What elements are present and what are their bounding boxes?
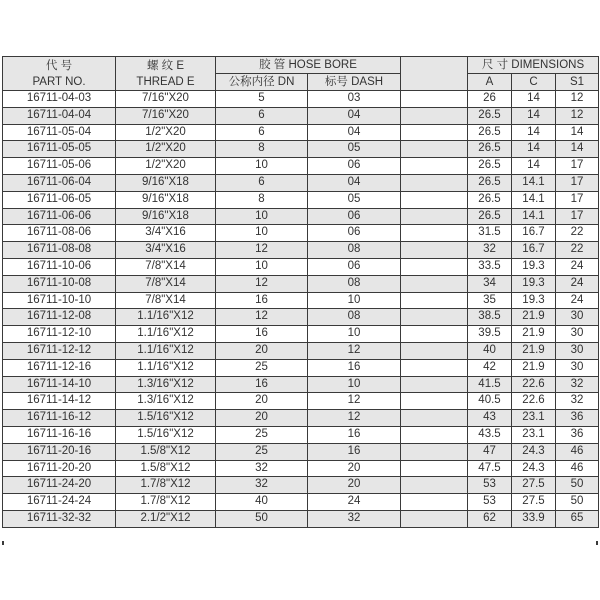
cell-blank bbox=[401, 477, 468, 494]
table-row bbox=[3, 242, 599, 259]
table-row bbox=[3, 393, 599, 410]
table-row bbox=[3, 275, 599, 292]
cell-thread: 1.5/16"X12 bbox=[116, 410, 216, 427]
cell-dash: 16 bbox=[308, 443, 401, 460]
table-body bbox=[3, 91, 599, 528]
cell-a: 41.5 bbox=[468, 376, 512, 393]
table-row bbox=[3, 225, 599, 242]
cell-a: 26.5 bbox=[468, 191, 512, 208]
cell-dn: 12 bbox=[216, 275, 308, 292]
table-row bbox=[3, 494, 599, 511]
cell-part: 16711-08-08 bbox=[3, 242, 116, 259]
cell-c: 14 bbox=[512, 141, 556, 158]
cell-c: 16.7 bbox=[512, 242, 556, 259]
cell-thread: 1.5/8"X12 bbox=[116, 460, 216, 477]
header-thread bbox=[116, 57, 216, 91]
cell-s1: 30 bbox=[556, 309, 599, 326]
cell-s1: 17 bbox=[556, 158, 599, 175]
cell-s1: 22 bbox=[556, 242, 599, 259]
cell-a: 53 bbox=[468, 477, 512, 494]
table-row bbox=[3, 191, 599, 208]
cell-c: 23.1 bbox=[512, 426, 556, 443]
cell-a: 47.5 bbox=[468, 460, 512, 477]
cell-dn: 8 bbox=[216, 141, 308, 158]
cell-c: 27.5 bbox=[512, 494, 556, 511]
cell-blank bbox=[401, 410, 468, 427]
cell-dn: 20 bbox=[216, 393, 308, 410]
cell-thread: 1/2"X20 bbox=[116, 141, 216, 158]
cell-c: 27.5 bbox=[512, 477, 556, 494]
cell-s1: 24 bbox=[556, 275, 599, 292]
cell-blank bbox=[401, 426, 468, 443]
table-row bbox=[3, 443, 599, 460]
cell-c: 19.3 bbox=[512, 292, 556, 309]
cell-blank bbox=[401, 258, 468, 275]
cell-thread: 1.1/16"X12 bbox=[116, 342, 216, 359]
cell-a: 26.5 bbox=[468, 107, 512, 124]
cell-thread: 7/8"X14 bbox=[116, 292, 216, 309]
table-row bbox=[3, 124, 599, 141]
cell-c: 19.3 bbox=[512, 275, 556, 292]
cell-s1: 12 bbox=[556, 91, 599, 108]
cell-s1: 22 bbox=[556, 225, 599, 242]
cell-s1: 36 bbox=[556, 426, 599, 443]
cell-part: 16711-10-06 bbox=[3, 258, 116, 275]
cell-a: 35 bbox=[468, 292, 512, 309]
cell-s1: 32 bbox=[556, 393, 599, 410]
cell-thread: 1/2"X20 bbox=[116, 124, 216, 141]
cell-dash: 05 bbox=[308, 191, 401, 208]
cell-dash: 03 bbox=[308, 91, 401, 108]
cell-a: 40.5 bbox=[468, 393, 512, 410]
cell-blank bbox=[401, 158, 468, 175]
cell-dn: 25 bbox=[216, 426, 308, 443]
cell-dn: 5 bbox=[216, 91, 308, 108]
cell-dn: 10 bbox=[216, 225, 308, 242]
cell-s1: 46 bbox=[556, 443, 599, 460]
cell-dn: 10 bbox=[216, 258, 308, 275]
cell-thread: 7/8"X14 bbox=[116, 275, 216, 292]
cell-thread: 7/16"X20 bbox=[116, 91, 216, 108]
header-dimensions: 尺 寸 DIMENSIONS bbox=[468, 57, 599, 74]
cell-dash: 08 bbox=[308, 309, 401, 326]
cell-part: 16711-06-06 bbox=[3, 208, 116, 225]
cell-s1: 17 bbox=[556, 208, 599, 225]
cell-dash: 08 bbox=[308, 275, 401, 292]
table-row bbox=[3, 258, 599, 275]
cell-dn: 25 bbox=[216, 443, 308, 460]
cell-c: 21.9 bbox=[512, 359, 556, 376]
cell-blank bbox=[401, 208, 468, 225]
cell-blank bbox=[401, 359, 468, 376]
cell-thread: 9/16"X18 bbox=[116, 208, 216, 225]
cell-a: 26.5 bbox=[468, 208, 512, 225]
cell-c: 14 bbox=[512, 91, 556, 108]
table-row bbox=[3, 208, 599, 225]
cell-dn: 10 bbox=[216, 208, 308, 225]
cell-dn: 50 bbox=[216, 510, 308, 527]
cell-a: 38.5 bbox=[468, 309, 512, 326]
cell-a: 53 bbox=[468, 494, 512, 511]
cell-blank bbox=[401, 494, 468, 511]
cell-thread: 9/16"X18 bbox=[116, 191, 216, 208]
cell-thread: 7/8"X14 bbox=[116, 258, 216, 275]
cell-s1: 46 bbox=[556, 460, 599, 477]
cell-a: 34 bbox=[468, 275, 512, 292]
header-part-no-en: PART NO. bbox=[32, 75, 86, 88]
cell-s1: 17 bbox=[556, 174, 599, 191]
cell-part: 16711-06-04 bbox=[3, 174, 116, 191]
header-blank bbox=[401, 57, 468, 91]
cell-part: 16711-24-20 bbox=[3, 477, 116, 494]
cell-s1: 50 bbox=[556, 477, 599, 494]
cell-thread: 1.1/16"X12 bbox=[116, 309, 216, 326]
table-row bbox=[3, 359, 599, 376]
cell-blank bbox=[401, 124, 468, 141]
cell-dash: 04 bbox=[308, 174, 401, 191]
header-dn: 公称内径 DN bbox=[216, 74, 308, 91]
cell-a: 43 bbox=[468, 410, 512, 427]
cell-dash: 05 bbox=[308, 141, 401, 158]
cell-c: 33.9 bbox=[512, 510, 556, 527]
cell-thread: 1.1/16"X12 bbox=[116, 326, 216, 343]
cell-part: 16711-05-05 bbox=[3, 141, 116, 158]
cell-a: 62 bbox=[468, 510, 512, 527]
cell-part: 16711-16-16 bbox=[3, 426, 116, 443]
cell-thread: 1.5/8"X12 bbox=[116, 443, 216, 460]
cell-thread: 3/4"X16 bbox=[116, 225, 216, 242]
cell-dash: 06 bbox=[308, 158, 401, 175]
cell-dn: 20 bbox=[216, 410, 308, 427]
cell-dash: 20 bbox=[308, 460, 401, 477]
cell-blank bbox=[401, 342, 468, 359]
cell-c: 23.1 bbox=[512, 410, 556, 427]
cell-part: 16711-10-10 bbox=[3, 292, 116, 309]
cell-dash: 12 bbox=[308, 393, 401, 410]
cell-part: 16711-20-20 bbox=[3, 460, 116, 477]
header-part-no bbox=[3, 57, 116, 91]
cell-dash: 32 bbox=[308, 510, 401, 527]
cell-s1: 30 bbox=[556, 359, 599, 376]
cell-dash: 16 bbox=[308, 426, 401, 443]
cell-dash: 10 bbox=[308, 326, 401, 343]
table-row bbox=[3, 141, 599, 158]
cell-part: 16711-05-04 bbox=[3, 124, 116, 141]
fitting-spec-table bbox=[2, 56, 599, 528]
cell-dn: 16 bbox=[216, 376, 308, 393]
cell-blank bbox=[401, 174, 468, 191]
cell-part: 16711-10-08 bbox=[3, 275, 116, 292]
cell-s1: 50 bbox=[556, 494, 599, 511]
table-row bbox=[3, 158, 599, 175]
cell-blank bbox=[401, 393, 468, 410]
header-part-no-cn: 代 号 bbox=[45, 59, 73, 72]
cell-c: 16.7 bbox=[512, 225, 556, 242]
cell-blank bbox=[401, 225, 468, 242]
cell-s1: 14 bbox=[556, 141, 599, 158]
cell-blank bbox=[401, 309, 468, 326]
header-s1: S1 bbox=[556, 74, 599, 91]
header-a: A bbox=[468, 74, 512, 91]
cell-s1: 32 bbox=[556, 376, 599, 393]
cell-part: 16711-32-32 bbox=[3, 510, 116, 527]
cell-dn: 12 bbox=[216, 309, 308, 326]
cell-dn: 40 bbox=[216, 494, 308, 511]
cell-part: 16711-04-03 bbox=[3, 91, 116, 108]
cell-s1: 14 bbox=[556, 124, 599, 141]
cell-s1: 36 bbox=[556, 410, 599, 427]
header-thread-en: THREAD E bbox=[136, 75, 195, 88]
cell-c: 14.1 bbox=[512, 174, 556, 191]
cell-s1: 65 bbox=[556, 510, 599, 527]
cell-c: 14 bbox=[512, 158, 556, 175]
cell-blank bbox=[401, 510, 468, 527]
cell-part: 16711-24-24 bbox=[3, 494, 116, 511]
cell-c: 24.3 bbox=[512, 460, 556, 477]
cell-thread: 7/16"X20 bbox=[116, 107, 216, 124]
cell-dash: 04 bbox=[308, 107, 401, 124]
cell-dn: 12 bbox=[216, 242, 308, 259]
cell-blank bbox=[401, 292, 468, 309]
cell-thread: 1.1/16"X12 bbox=[116, 359, 216, 376]
cell-part: 16711-12-12 bbox=[3, 342, 116, 359]
cell-a: 32 bbox=[468, 242, 512, 259]
table-row bbox=[3, 410, 599, 427]
cell-thread: 1.5/16"X12 bbox=[116, 426, 216, 443]
table-row bbox=[3, 91, 599, 108]
cell-a: 39.5 bbox=[468, 326, 512, 343]
cell-a: 26.5 bbox=[468, 158, 512, 175]
table-row bbox=[3, 460, 599, 477]
cell-dn: 6 bbox=[216, 174, 308, 191]
cell-dn: 25 bbox=[216, 359, 308, 376]
table-row bbox=[3, 326, 599, 343]
table-edge-left bbox=[2, 541, 4, 545]
cell-blank bbox=[401, 191, 468, 208]
cell-dash: 06 bbox=[308, 225, 401, 242]
cell-a: 26 bbox=[468, 91, 512, 108]
table-row bbox=[3, 107, 599, 124]
cell-part: 16711-05-06 bbox=[3, 158, 116, 175]
cell-s1: 30 bbox=[556, 326, 599, 343]
cell-a: 31.5 bbox=[468, 225, 512, 242]
table-row bbox=[3, 477, 599, 494]
cell-a: 26.5 bbox=[468, 174, 512, 191]
cell-dn: 6 bbox=[216, 107, 308, 124]
cell-dn: 20 bbox=[216, 342, 308, 359]
table-row bbox=[3, 426, 599, 443]
header-c: C bbox=[512, 74, 556, 91]
cell-dn: 32 bbox=[216, 460, 308, 477]
cell-a: 26.5 bbox=[468, 124, 512, 141]
cell-s1: 24 bbox=[556, 292, 599, 309]
cell-c: 22.6 bbox=[512, 393, 556, 410]
cell-c: 22.6 bbox=[512, 376, 556, 393]
cell-thread: 3/4"X16 bbox=[116, 242, 216, 259]
table-header bbox=[3, 57, 599, 91]
cell-dash: 12 bbox=[308, 410, 401, 427]
cell-dash: 08 bbox=[308, 242, 401, 259]
cell-dn: 8 bbox=[216, 191, 308, 208]
cell-dash: 12 bbox=[308, 342, 401, 359]
cell-s1: 24 bbox=[556, 258, 599, 275]
cell-c: 14 bbox=[512, 107, 556, 124]
cell-part: 16711-04-04 bbox=[3, 107, 116, 124]
cell-a: 43.5 bbox=[468, 426, 512, 443]
cell-thread: 1/2"X20 bbox=[116, 158, 216, 175]
cell-dash: 06 bbox=[308, 208, 401, 225]
cell-dash: 10 bbox=[308, 376, 401, 393]
cell-dn: 16 bbox=[216, 326, 308, 343]
cell-dash: 16 bbox=[308, 359, 401, 376]
cell-thread: 2.1/2"X12 bbox=[116, 510, 216, 527]
table-row bbox=[3, 510, 599, 527]
header-hose-bore: 胶 管 HOSE BORE bbox=[216, 57, 401, 74]
cell-part: 16711-12-16 bbox=[3, 359, 116, 376]
cell-part: 16711-14-12 bbox=[3, 393, 116, 410]
table-row bbox=[3, 309, 599, 326]
cell-a: 26.5 bbox=[468, 141, 512, 158]
cell-dash: 20 bbox=[308, 477, 401, 494]
cell-s1: 30 bbox=[556, 342, 599, 359]
spec-table-container bbox=[2, 56, 598, 528]
cell-blank bbox=[401, 376, 468, 393]
cell-dash: 04 bbox=[308, 124, 401, 141]
cell-dash: 10 bbox=[308, 292, 401, 309]
table-row bbox=[3, 292, 599, 309]
cell-c: 24.3 bbox=[512, 443, 556, 460]
cell-thread: 9/16"X18 bbox=[116, 174, 216, 191]
cell-part: 16711-16-12 bbox=[3, 410, 116, 427]
cell-a: 40 bbox=[468, 342, 512, 359]
cell-c: 19.3 bbox=[512, 258, 556, 275]
cell-part: 16711-20-16 bbox=[3, 443, 116, 460]
cell-blank bbox=[401, 91, 468, 108]
cell-c: 14 bbox=[512, 124, 556, 141]
header-dash: 标号 DASH bbox=[308, 74, 401, 91]
cell-dash: 24 bbox=[308, 494, 401, 511]
cell-blank bbox=[401, 141, 468, 158]
cell-s1: 17 bbox=[556, 191, 599, 208]
cell-thread: 1.3/16"X12 bbox=[116, 376, 216, 393]
cell-c: 14.1 bbox=[512, 191, 556, 208]
cell-dn: 32 bbox=[216, 477, 308, 494]
cell-s1: 12 bbox=[556, 107, 599, 124]
cell-blank bbox=[401, 242, 468, 259]
cell-blank bbox=[401, 275, 468, 292]
header-thread-cn: 螺 纹 E bbox=[146, 59, 185, 72]
cell-part: 16711-06-05 bbox=[3, 191, 116, 208]
cell-c: 21.9 bbox=[512, 342, 556, 359]
cell-part: 16711-08-06 bbox=[3, 225, 116, 242]
table-edge-right bbox=[596, 541, 598, 545]
cell-dn: 10 bbox=[216, 158, 308, 175]
cell-dn: 16 bbox=[216, 292, 308, 309]
table-row bbox=[3, 376, 599, 393]
cell-part: 16711-14-10 bbox=[3, 376, 116, 393]
cell-part: 16711-12-08 bbox=[3, 309, 116, 326]
table-row bbox=[3, 174, 599, 191]
cell-thread: 1.3/16"X12 bbox=[116, 393, 216, 410]
cell-thread: 1.7/8"X12 bbox=[116, 494, 216, 511]
cell-c: 21.9 bbox=[512, 309, 556, 326]
cell-blank bbox=[401, 326, 468, 343]
cell-a: 33.5 bbox=[468, 258, 512, 275]
cell-a: 42 bbox=[468, 359, 512, 376]
cell-dash: 06 bbox=[308, 258, 401, 275]
cell-c: 14.1 bbox=[512, 208, 556, 225]
cell-blank bbox=[401, 443, 468, 460]
cell-a: 47 bbox=[468, 443, 512, 460]
cell-blank bbox=[401, 460, 468, 477]
cell-part: 16711-12-10 bbox=[3, 326, 116, 343]
table-row bbox=[3, 342, 599, 359]
cell-thread: 1.7/8"X12 bbox=[116, 477, 216, 494]
cell-blank bbox=[401, 107, 468, 124]
cell-c: 21.9 bbox=[512, 326, 556, 343]
cell-dn: 6 bbox=[216, 124, 308, 141]
